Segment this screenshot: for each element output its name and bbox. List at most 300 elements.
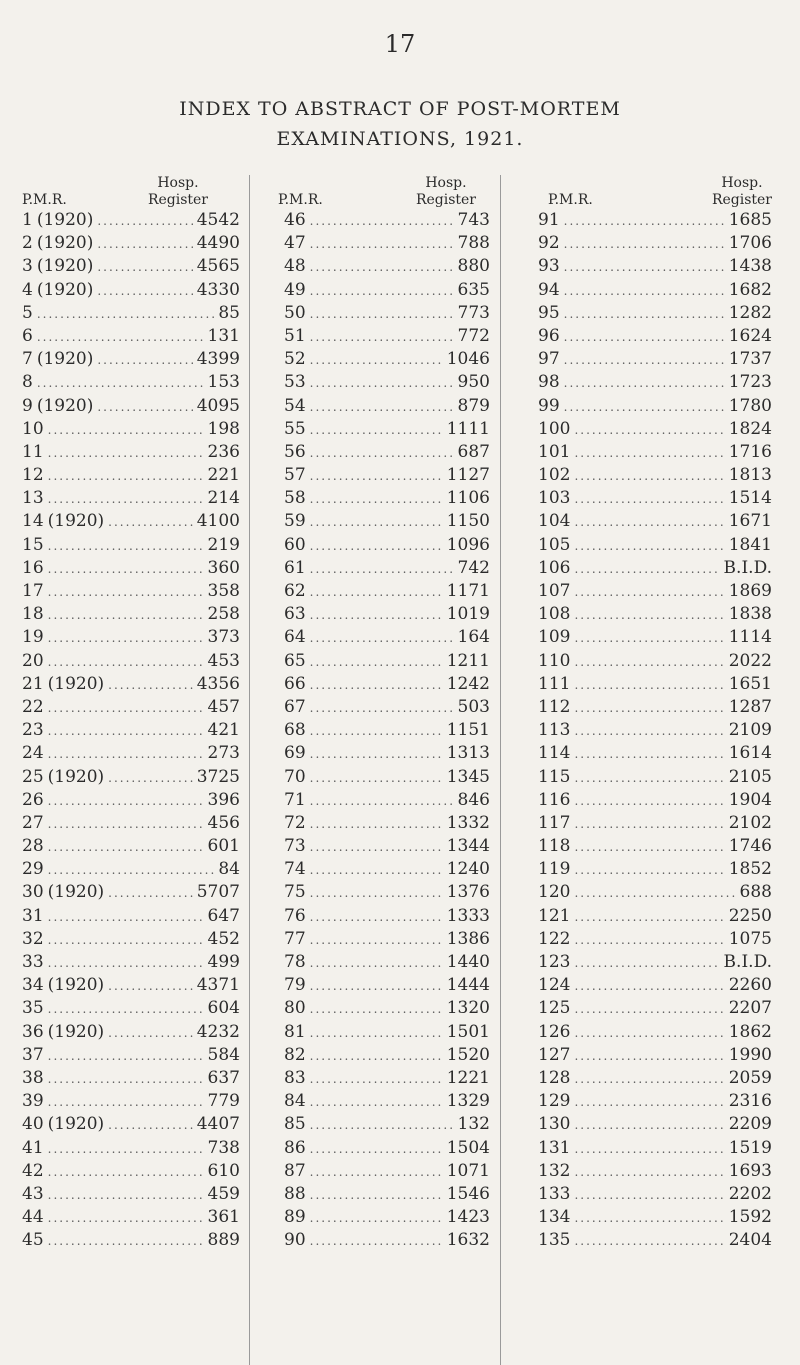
hosp-label: Hosp. <box>425 175 467 191</box>
dot-leader <box>310 767 443 790</box>
hosp-register-number: 1287 <box>728 696 772 717</box>
table-row <box>22 1067 240 1090</box>
table-row <box>22 534 240 557</box>
pmr-number: 44 <box>22 1207 44 1228</box>
dot-leader <box>48 998 204 1021</box>
dot-leader <box>310 280 454 303</box>
pmr-number: 56 <box>284 441 306 462</box>
hosp-register-number: 198 <box>207 418 240 439</box>
table-row <box>22 789 240 812</box>
dot-leader <box>48 419 204 442</box>
table-row <box>538 279 772 302</box>
pmr-number: 24 <box>22 743 44 764</box>
hosp-register-number: 950 <box>457 372 490 393</box>
hosp-register-number: 4542 <box>196 210 240 230</box>
table-row <box>284 626 490 649</box>
table-row <box>22 650 240 673</box>
pmr-number: 119 <box>538 859 571 880</box>
hosp-register-number: 687 <box>457 441 490 462</box>
pmr-number: 112 <box>538 696 571 717</box>
dot-leader <box>97 233 192 256</box>
rows <box>258 209 490 1252</box>
hosp-register-number: 1127 <box>446 465 490 486</box>
pmr-number: 64 <box>284 627 306 648</box>
hosp-register-number: 2316 <box>728 1091 772 1112</box>
table-row <box>538 441 772 464</box>
table-row <box>22 441 240 464</box>
pmr-number: 94 <box>538 279 560 300</box>
hosp-register-header <box>148 175 208 209</box>
hosp-register-number: 1171 <box>446 581 490 601</box>
pmr-number: 133 <box>538 1183 571 1204</box>
dot-leader <box>310 743 443 766</box>
dot-leader <box>108 1114 193 1137</box>
dot-leader <box>310 1068 443 1091</box>
column-header <box>512 175 772 209</box>
hosp-register-number: 1841 <box>728 534 772 555</box>
hosp-register-number: 2260 <box>728 975 772 996</box>
pmr-number: 46 <box>284 210 306 230</box>
pmr-number: 57 <box>284 465 306 486</box>
dot-leader <box>310 604 443 627</box>
hosp-register-number: 373 <box>207 627 240 648</box>
table-row <box>538 766 772 789</box>
hosp-label: Hosp. <box>721 175 763 191</box>
dot-leader <box>310 882 443 905</box>
year-note: (1920) <box>36 395 94 416</box>
table-row <box>284 279 490 302</box>
pmr-number: 79 <box>284 975 306 996</box>
table-row <box>538 302 772 325</box>
hosp-register-number: 457 <box>207 696 240 717</box>
hosp-register-number: 1332 <box>446 812 490 833</box>
pmr-number: 129 <box>538 1091 571 1112</box>
hosp-register-number: 5707 <box>196 882 240 903</box>
dot-leader <box>574 558 719 581</box>
pmr-number: 102 <box>538 465 571 486</box>
dot-leader <box>310 720 443 743</box>
table-row <box>284 881 490 904</box>
pmr-number: 59 <box>284 511 306 532</box>
dot-leader <box>564 210 725 233</box>
dot-leader <box>48 906 204 929</box>
hosp-register-number: 421 <box>207 720 240 741</box>
dot-leader <box>564 233 725 256</box>
table-row <box>22 742 240 765</box>
hosp-register-number: 1671 <box>728 511 772 532</box>
dot-leader <box>48 859 215 882</box>
pmr-number: 63 <box>284 604 306 625</box>
pmr-number: 120 <box>538 882 571 903</box>
dot-leader <box>574 720 724 743</box>
hosp-register-number: 132 <box>457 1114 490 1135</box>
dot-leader <box>97 256 192 279</box>
hosp-register-number: 1438 <box>728 256 772 277</box>
pmr-number: 8 <box>22 372 33 393</box>
dot-leader <box>310 558 454 581</box>
pmr-number: 65 <box>284 650 306 671</box>
pmr-number: 23 <box>22 720 44 741</box>
hosp-register-number: 1862 <box>728 1021 772 1042</box>
table-row <box>284 603 490 626</box>
dot-leader <box>574 674 724 697</box>
hosp-register-number: 2250 <box>728 905 772 926</box>
hosp-register-number: 889 <box>207 1230 240 1251</box>
dot-leader <box>48 697 204 720</box>
hosp-register-number: 604 <box>207 998 240 1019</box>
table-row <box>22 1183 240 1206</box>
hosp-register-number: 1737 <box>728 349 772 370</box>
hosp-register-number: 85 <box>218 302 240 323</box>
hosp-register-number: 2022 <box>728 650 772 671</box>
table-row <box>284 534 490 557</box>
table-row <box>284 395 490 418</box>
dot-leader <box>310 488 443 511</box>
year-note: (1920) <box>47 1021 105 1042</box>
hosp-register-number: 1376 <box>446 882 490 903</box>
dot-leader <box>574 882 735 905</box>
pmr-number: 135 <box>538 1230 571 1251</box>
table-row <box>22 696 240 719</box>
table-row <box>538 997 772 1020</box>
hosp-register-number: 153 <box>207 372 240 393</box>
pmr-number: 97 <box>538 349 560 370</box>
table-row <box>284 928 490 951</box>
hosp-register-number: 1780 <box>728 395 772 416</box>
table-row <box>538 603 772 626</box>
pmr-number: 92 <box>538 233 560 254</box>
hosp-register-number: 1904 <box>728 789 772 810</box>
dot-leader <box>48 952 204 975</box>
table-row <box>538 626 772 649</box>
dot-leader <box>310 929 443 952</box>
hosp-register-number: 1075 <box>728 928 772 949</box>
hosp-register-number: 772 <box>457 325 490 346</box>
dot-leader <box>310 419 443 442</box>
dot-leader <box>574 627 724 650</box>
hosp-register-number: 1211 <box>446 650 490 671</box>
hosp-register-number: 1240 <box>446 859 490 880</box>
dot-leader <box>108 511 193 534</box>
hosp-register-number: 361 <box>207 1207 240 1228</box>
column-divider <box>249 175 250 1365</box>
hosp-register-number: 1501 <box>446 1021 490 1042</box>
hosp-register-number: 1592 <box>728 1207 772 1228</box>
pmr-number: 76 <box>284 905 306 926</box>
hosp-register-number: 164 <box>457 627 490 648</box>
dot-leader <box>574 975 724 998</box>
pmr-number: 124 <box>538 975 571 996</box>
table-row <box>538 1067 772 1090</box>
table-row <box>22 279 240 302</box>
hosp-register-number: 131 <box>207 325 240 346</box>
dot-leader <box>48 743 204 766</box>
table-row <box>22 510 240 533</box>
year-note: (1920) <box>47 1114 105 1135</box>
pmr-number: 93 <box>538 256 560 277</box>
pmr-number: 10 <box>22 418 44 439</box>
hosp-register-number: 1514 <box>728 488 772 509</box>
hosp-register-number: 456 <box>207 812 240 833</box>
hosp-register-number: 2404 <box>728 1230 772 1251</box>
dot-leader <box>564 303 725 326</box>
pmr-number: 31 <box>22 905 44 926</box>
hosp-register-number: 452 <box>207 928 240 949</box>
index-column-2 <box>258 175 490 1252</box>
table-row <box>22 557 240 580</box>
table-row <box>284 255 490 278</box>
hosp-register-number: 1344 <box>446 836 490 857</box>
dot-leader <box>48 1207 204 1230</box>
dot-leader <box>574 488 724 511</box>
hosp-register-number: 4330 <box>196 279 240 300</box>
pmr-number: 36 <box>22 1021 44 1042</box>
hosp-register-number: 1440 <box>446 952 490 972</box>
dot-leader <box>310 372 454 395</box>
table-row <box>22 719 240 742</box>
hosp-register-number: 635 <box>457 279 490 300</box>
hosp-register-number: 2207 <box>728 998 772 1019</box>
dot-leader <box>310 1138 443 1161</box>
dot-leader <box>48 581 204 604</box>
table-row <box>538 209 772 232</box>
register-label: Register <box>147 192 208 208</box>
pmr-number: 72 <box>284 812 306 833</box>
dot-leader <box>574 697 724 720</box>
table-row <box>538 812 772 835</box>
table-row <box>22 673 240 696</box>
hosp-register-number: 688 <box>739 882 772 903</box>
hosp-register-number: 1320 <box>446 998 490 1019</box>
dot-leader <box>574 1184 724 1207</box>
table-row <box>538 371 772 394</box>
table-row <box>22 835 240 858</box>
dot-leader <box>48 535 204 558</box>
pmr-number: 13 <box>22 488 44 509</box>
table-row <box>538 1206 772 1229</box>
hosp-register-number: 2209 <box>728 1114 772 1135</box>
hosp-register-number: 221 <box>207 465 240 486</box>
dot-leader <box>48 1045 204 1068</box>
pmr-number: 6 <box>22 325 33 346</box>
hosp-register-number: 4399 <box>196 349 240 370</box>
table-row <box>538 1021 772 1044</box>
dot-leader <box>48 442 204 465</box>
hosp-register-number: 1504 <box>446 1137 490 1158</box>
hosp-register-number: 1990 <box>728 1044 772 1065</box>
hosp-register-number: 1386 <box>446 928 490 949</box>
hosp-register-number: 2109 <box>728 720 772 741</box>
pmr-number: 109 <box>538 627 571 648</box>
hosp-register-number: 1423 <box>446 1207 490 1228</box>
table-row <box>538 557 772 580</box>
pmr-number: 99 <box>538 395 560 416</box>
table-row <box>284 696 490 719</box>
pmr-header: P.M.R. <box>548 192 593 208</box>
pmr-number: 33 <box>22 952 44 972</box>
dot-leader <box>97 210 192 233</box>
hosp-register-number: 258 <box>207 604 240 625</box>
pmr-number: 12 <box>22 465 44 486</box>
table-row <box>538 974 772 997</box>
dot-leader <box>310 1114 454 1137</box>
pmr-number: 74 <box>284 859 306 880</box>
pmr-number: 7 <box>22 349 33 370</box>
dot-leader <box>37 372 204 395</box>
pmr-number: 85 <box>284 1114 306 1135</box>
table-row <box>284 858 490 881</box>
year-note: (1920) <box>36 279 94 300</box>
pmr-number: 61 <box>284 557 306 578</box>
dot-leader <box>48 1091 204 1114</box>
dot-leader <box>574 1022 724 1045</box>
hosp-register-number: 1114 <box>728 627 772 648</box>
table-row <box>22 858 240 881</box>
dot-leader <box>310 790 454 813</box>
dot-leader <box>310 697 454 720</box>
table-row <box>538 1137 772 1160</box>
pmr-number: 105 <box>538 534 571 555</box>
dot-leader <box>108 767 193 790</box>
table-row <box>538 232 772 255</box>
pmr-number: 107 <box>538 581 571 601</box>
hosp-register-number: 4565 <box>196 256 240 277</box>
hosp-register-number: 4232 <box>196 1021 240 1042</box>
hosp-register-number: 4371 <box>196 975 240 996</box>
dot-leader <box>310 952 443 975</box>
hosp-register-number: 647 <box>207 905 240 926</box>
table-row <box>22 1206 240 1229</box>
pmr-number: 22 <box>22 696 44 717</box>
dot-leader <box>574 767 724 790</box>
hosp-register-number: 4407 <box>196 1114 240 1135</box>
dot-leader <box>48 465 204 488</box>
dot-leader <box>97 349 192 372</box>
pmr-number: 34 <box>22 975 44 996</box>
hosp-register-number: 1614 <box>728 743 772 764</box>
dot-leader <box>108 882 193 905</box>
pmr-number: 106 <box>538 557 571 578</box>
year-note: (1920) <box>47 673 105 694</box>
table-row <box>538 1160 772 1183</box>
table-row <box>284 997 490 1020</box>
hosp-register-number: 788 <box>457 233 490 254</box>
dot-leader <box>48 1230 204 1253</box>
table-row <box>284 371 490 394</box>
dot-leader <box>48 836 204 859</box>
dot-leader <box>310 906 443 929</box>
hosp-register-number: 1019 <box>446 604 490 625</box>
pmr-number: 87 <box>284 1160 306 1181</box>
hosp-register-number: 1071 <box>446 1160 490 1181</box>
dot-leader <box>97 280 192 303</box>
table-row <box>22 325 240 348</box>
table-row <box>538 1090 772 1113</box>
hosp-register-number: 1444 <box>446 975 490 996</box>
pmr-number: 127 <box>538 1044 571 1065</box>
pmr-number: 115 <box>538 766 571 787</box>
pmr-number: 114 <box>538 743 571 764</box>
dot-leader <box>48 651 204 674</box>
hosp-register-number: 499 <box>207 952 240 972</box>
hosp-register-number: 1150 <box>446 511 490 532</box>
hosp-register-number: 1096 <box>446 534 490 555</box>
hosp-register-number: 273 <box>207 743 240 764</box>
hosp-register-number: 1869 <box>728 581 772 601</box>
dot-leader <box>310 210 454 233</box>
hosp-register-number: 214 <box>207 488 240 509</box>
hosp-register-number: 1723 <box>728 372 772 393</box>
pmr-number: 95 <box>538 302 560 323</box>
dot-leader <box>574 1114 724 1137</box>
table-row <box>22 974 240 997</box>
table-row <box>538 789 772 812</box>
pmr-number: 126 <box>538 1021 571 1042</box>
pmr-number: 108 <box>538 604 571 625</box>
year-note: (1920) <box>36 210 94 230</box>
pmr-number: 62 <box>284 581 306 601</box>
table-row <box>284 1113 490 1136</box>
dot-leader <box>574 836 724 859</box>
page-title: INDEX TO ABSTRACT OF POST-MORTEM <box>179 98 621 120</box>
pmr-number: 21 <box>22 673 44 694</box>
pmr-number: 82 <box>284 1044 306 1065</box>
table-row <box>22 997 240 1020</box>
pmr-number: 47 <box>284 233 306 254</box>
pmr-number: 101 <box>538 441 571 462</box>
pmr-number: 14 <box>22 511 44 532</box>
hosp-register-number: 1282 <box>728 302 772 323</box>
table-row <box>284 742 490 765</box>
dot-leader <box>48 1184 204 1207</box>
column-header <box>22 175 240 209</box>
table-row <box>284 464 490 487</box>
table-row <box>538 835 772 858</box>
pmr-number: 9 <box>22 395 33 416</box>
pmr-number: 4 <box>22 279 33 300</box>
pmr-number: 77 <box>284 928 306 949</box>
pmr-number: 118 <box>538 836 571 857</box>
table-row <box>22 395 240 418</box>
pmr-number: 15 <box>22 534 44 555</box>
index-column-1 <box>22 175 240 1252</box>
pmr-number: 29 <box>22 859 44 880</box>
pmr-number: 32 <box>22 928 44 949</box>
dot-leader <box>310 465 443 488</box>
year-note: (1920) <box>36 349 94 370</box>
pmr-number: 88 <box>284 1183 306 1204</box>
hosp-register-number: 1824 <box>728 418 772 439</box>
table-row <box>538 1229 772 1252</box>
dot-leader <box>564 326 725 349</box>
pmr-number: 27 <box>22 812 44 833</box>
year-note: (1920) <box>47 511 105 532</box>
dot-leader <box>574 465 724 488</box>
dot-leader <box>574 743 724 766</box>
dot-leader <box>108 1022 193 1045</box>
pmr-number: 67 <box>284 696 306 717</box>
pmr-number: 68 <box>284 720 306 741</box>
table-row <box>22 1113 240 1136</box>
pmr-number: 91 <box>538 210 560 230</box>
table-row <box>284 418 490 441</box>
pmr-number: 86 <box>284 1137 306 1158</box>
dot-leader <box>574 790 724 813</box>
pmr-number: 78 <box>284 952 306 972</box>
table-row <box>538 534 772 557</box>
table-row <box>284 1021 490 1044</box>
pmr-number: 75 <box>284 882 306 903</box>
